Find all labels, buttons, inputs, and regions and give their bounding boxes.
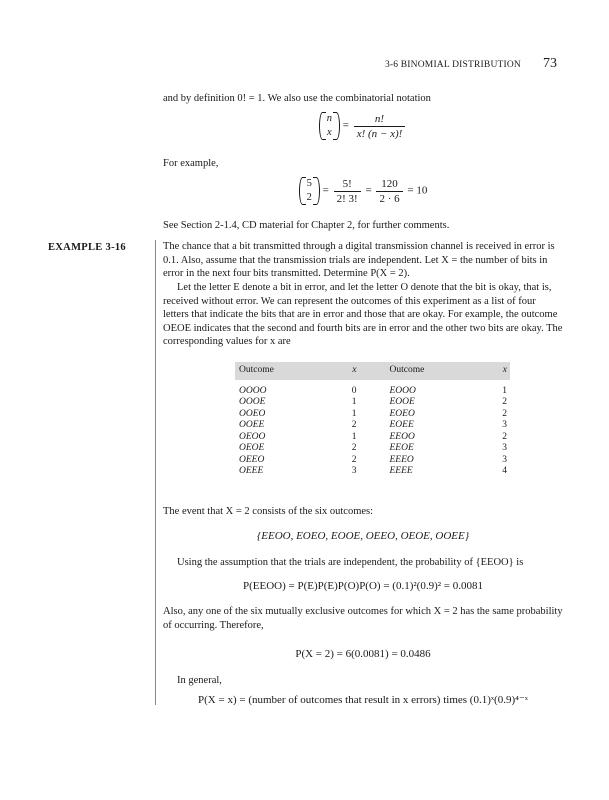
also-text: Also, any one of the six mutually exclusive outcomes for which X = 2 has the same probability of occurring. Therefore, (163, 606, 563, 631)
table-row (235, 455, 510, 467)
x-value-cell: 3 (502, 420, 507, 430)
table-row (235, 409, 510, 421)
event-set: {EEOO, EOEO, EOOE, OEEO, OEOE, OOEE} (256, 530, 470, 542)
spacer-cell (359, 455, 385, 467)
example-result: = 10 (407, 184, 428, 197)
assumption-text: Using the assumption that the trials are independent, the probability of {EEOO} is (177, 557, 524, 568)
x-value-cell: 3 (502, 454, 507, 465)
running-title: 3-6 BINOMIAL DISTRIBUTION (384, 60, 521, 70)
fraction-1-numerator: 5! (334, 178, 361, 192)
x-value-cell: 2 (351, 420, 357, 430)
definition-text: and by definition 0! = 1. We also use the combinatorial notation (163, 93, 431, 104)
probability-equation: P(EEOO) = P(E)P(E)P(O)P(O) = (0.1)²(0.9)² = 0.0081 (243, 580, 483, 592)
binom-top: 5 (306, 178, 312, 189)
binom-n: n (326, 113, 332, 124)
x-value-cell: 2 (351, 443, 357, 453)
table-row (235, 420, 510, 432)
outcome-cell: EEOE (389, 443, 414, 453)
spacer-cell (359, 397, 385, 409)
table-header-row (235, 362, 510, 380)
outcome-cell: OEEO (239, 454, 265, 465)
outcome-cell: OOEE (239, 420, 265, 430)
spacer-cell (359, 432, 385, 444)
example-margin-rule (155, 240, 156, 705)
spacer-cell (359, 409, 385, 421)
x-value-cell: 1 (351, 408, 357, 419)
for-example-text: For example, (163, 158, 219, 169)
x-value-cell: 2 (502, 431, 507, 442)
outcome-cell: EEEE (389, 466, 413, 476)
see-section-text: See Section 2-1.4, CD material for Chapter 2, for further comments. (163, 220, 450, 231)
example-fraction-1 (334, 178, 361, 205)
binom-numerator: n! (354, 113, 406, 127)
example-label: EXAMPLE 3-16 (48, 242, 126, 253)
binom-n-over-x (319, 112, 340, 140)
px2-equation: P(X = 2) = 6(0.0081) = 0.0486 (295, 648, 431, 660)
outcome-cell: EOOO (389, 385, 416, 396)
outcome-cell: EEEO (389, 454, 414, 465)
spacer-cell (359, 466, 385, 478)
example-paragraph-1: The chance that a bit transmitted through a digital transmission channel is received in error is 0.1. Also, assume that the transmission trials are independent. Let X = the number of bits in error in the next four bits transmitted. Determine P(X = 2). (163, 241, 555, 279)
outcome-cell: OOOE (239, 397, 266, 407)
outcome-cell: EOEE (389, 420, 414, 430)
outcome-cell: EOOE (389, 397, 415, 407)
x-value-cell: 1 (351, 431, 357, 442)
header-x-2: x (502, 365, 507, 375)
table-row (235, 380, 510, 398)
binomial-coefficient-equation: n x = $\frac{n!}{x! (n - x)!}$ (163, 112, 563, 140)
fraction-2-numerator: 120 (376, 178, 402, 192)
outcome-cell: OEOO (239, 431, 266, 442)
header-x-1: x (352, 365, 357, 375)
page-header (385, 56, 557, 72)
page-number: 73 (543, 56, 557, 71)
table-row (235, 397, 510, 409)
x-value-cell: 2 (502, 408, 507, 419)
binom-5-over-2 (299, 177, 320, 205)
outcome-cell: EEOO (389, 431, 415, 442)
x-value-cell: 1 (351, 397, 357, 407)
x-value-cell: 1 (502, 385, 507, 396)
header-outcome-1: Outcome (239, 365, 274, 375)
binom-bottom: 2 (306, 192, 312, 203)
binom-fraction (354, 113, 406, 140)
outcome-cell: OEEE (239, 466, 264, 476)
x-value-cell: 2 (351, 454, 357, 465)
table-row (235, 443, 510, 455)
fraction-2-denominator: 2 · 6 (379, 192, 400, 205)
outcome-cell: OEOE (239, 443, 265, 453)
x-value-cell: 2 (502, 397, 507, 407)
binom-example-equation: 5 2 = $\frac{5!}{2! 3!}$ = $\frac{120}{2 \cdot 6}$ = 10 (163, 177, 563, 205)
table-row (235, 432, 510, 444)
fraction-1-denominator: 2! 3! (336, 192, 358, 205)
example-paragraph-2: Let the letter E denote a bit in error, and let the letter O denote that the bit is okay, that is, received without error. We can represent the outcomes of this experiment as a list of four letters that indicate the bits that are in error and those that are okay. For example, the outcome OEOE indicates that the second and fourth bits are in error and the other two bits are okay. The corresponding values for x are (163, 282, 563, 347)
outcome-cell: EOEO (389, 408, 415, 419)
general-text: In general, (177, 675, 222, 686)
x-value-cell: 4 (502, 466, 507, 476)
header-outcome-2: Outcome (389, 365, 425, 375)
x-value-cell: 0 (351, 385, 357, 396)
table-body (235, 380, 510, 478)
x-value-cell: 3 (351, 466, 357, 476)
outcome-cell: OOOO (239, 385, 267, 396)
table-row (235, 466, 510, 478)
x-value-cell: 3 (502, 443, 507, 453)
outcomes-table (235, 362, 510, 478)
spacer-cell (359, 380, 385, 398)
spacer-cell (359, 443, 385, 455)
example-fraction-2 (376, 178, 402, 205)
binom-x: x (327, 127, 332, 138)
outcome-cell: OOEO (239, 408, 266, 419)
spacer-cell (359, 420, 385, 432)
binom-denominator: x! (n − x)! (356, 127, 403, 140)
event-text: The event that X = 2 consists of the six outcomes: (163, 506, 374, 517)
general-equation: P(X = x) = (number of outcomes that result in x errors) times (0.1)ˣ(0.9)⁴⁻ˣ (198, 694, 528, 706)
